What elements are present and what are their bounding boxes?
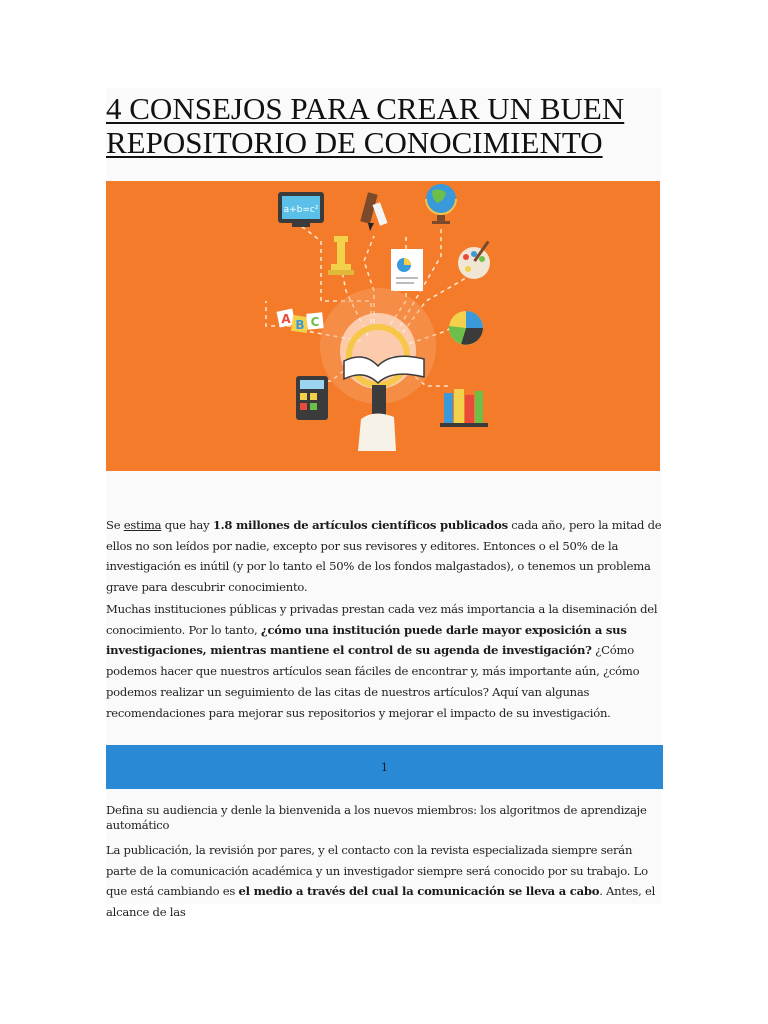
title-line-1: 4 CONSEJOS PARA CREAR UN BUEN <box>106 91 625 126</box>
p2-bold-question: ¿cómo una institución puede darle mayor exposición a sus investigaciones, mientras mantiene el control de su agenda de investigación? <box>106 622 627 658</box>
report-chart-icon <box>391 249 423 291</box>
p2-text-2: ¿Cómo podemos hacer que nuestros artículos sean fáciles de encontrar y, más importante aún, ¿cómo podemos realizar un seguimiento de las citas de nuestros artículos? Aquí van algunas recomendaciones para mejorar sus repositorios y mejorar el impacto de su investigación. <box>106 643 640 720</box>
estima-link[interactable]: estima <box>123 518 162 532</box>
formula-text: a+b=c² <box>283 205 319 215</box>
p1-text-2: que hay <box>161 518 213 532</box>
section-number: 1 <box>381 760 388 774</box>
p1-text-1: Se <box>106 518 124 532</box>
intro-paragraph <box>106 515 662 598</box>
block-letter-b: B <box>295 318 305 332</box>
third-paragraph <box>106 840 662 923</box>
pencil-ruler-icon <box>360 192 387 231</box>
block-letter-c: C <box>310 315 320 329</box>
chess-rook-icon <box>328 236 354 275</box>
p2-text-1: Muchas instituciones públicas y privadas prestan cada vez más importancia a la diseminación del conocimiento. Por lo tanto, <box>106 602 658 637</box>
block-letter-a: A <box>281 312 291 326</box>
title-line-2: REPOSITORIO DE CONOCIMIENTO <box>106 125 603 160</box>
p3-bold-1: el medio a través del cual la comunicación se lleva a cabo <box>238 884 600 899</box>
knowledge-illustration <box>106 181 660 471</box>
hero-illustration <box>106 181 660 471</box>
section-heading-1: Defina su audiencia y denle la bienvenida a los nuevos miembros: los algoritmos de aprendizaje automático <box>106 803 647 832</box>
p1-text-3: cada año, pero la mitad de ellos no son leídos por nadie, excepto por sus revisores y editores. Entonces o el 50% de la investigación es inútil (y por lo tanto el 50% de los fondos malgastados), o tenemos un problema grave para descubrir conocimiento. <box>106 518 662 595</box>
books-icon <box>440 389 488 427</box>
p3-text-1: La publicación, la revisión por pares, y el contacto con la revista especializada siempre serán parte de la comunicación académica y un investigador siempre será conocido por su trabajo. Lo que está cambiando es <box>106 843 648 899</box>
calculator-icon <box>296 376 328 420</box>
p1-bold-1: 1.8 millones de artículos científicos publicados <box>212 518 508 532</box>
formula-screen-icon <box>278 192 324 227</box>
globe-icon <box>426 184 456 224</box>
pie-chart-icon <box>449 311 483 345</box>
second-paragraph <box>106 599 662 723</box>
abc-blocks-icon <box>277 309 324 334</box>
article-title <box>106 92 666 160</box>
magnifier-book-icon <box>320 288 436 451</box>
section-number-band <box>106 745 663 789</box>
p3-text-2: . Antes, el alcance de las <box>106 884 656 920</box>
palette-icon <box>458 241 490 279</box>
